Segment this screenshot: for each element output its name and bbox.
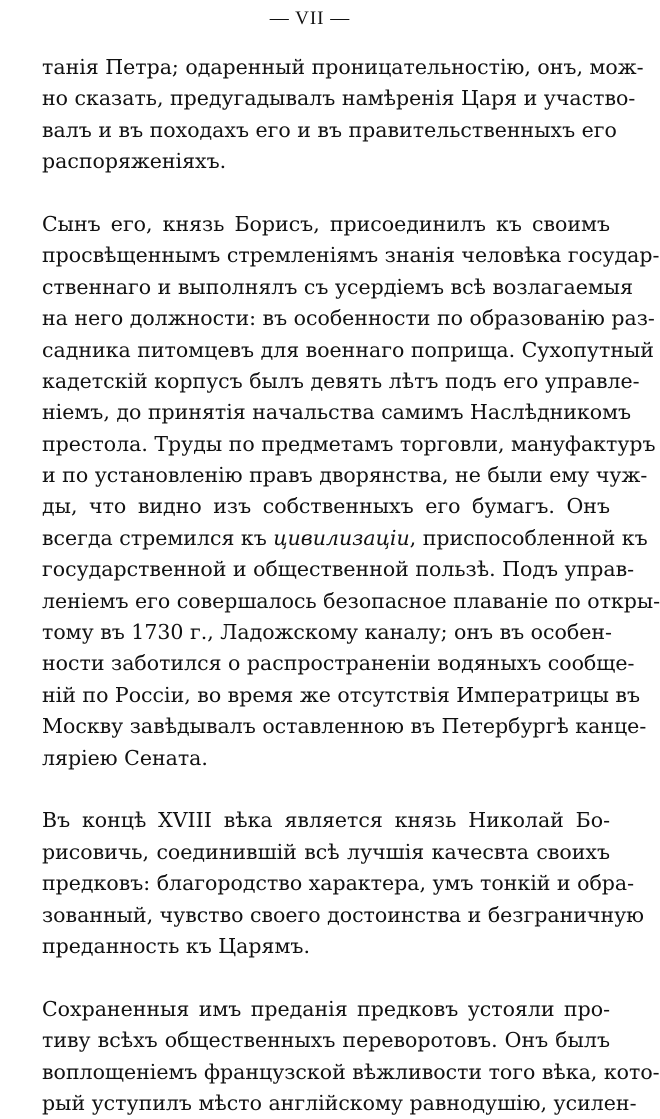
text-line: Въ концѣ XVIII вѣка является князь Николай Бо- <box>42 808 610 833</box>
text-line: леніемъ его совершалось безопасное плаваніе по откры- <box>42 588 660 613</box>
text-line: государственной и общественной пользѣ. Подъ управ- <box>42 557 635 582</box>
emphasized-word: цивилизаціи <box>273 525 410 550</box>
text-line: танія Петра; одаренный проницательностію, онъ, мож- <box>42 55 644 79</box>
text-line: кадетскій корпусъ былъ девять лѣтъ подъ его управле- <box>42 368 640 393</box>
text-line: распоряженіяхъ. <box>42 149 227 174</box>
text-line: ности заботился о распространеніи водяныхъ сообще- <box>42 651 635 676</box>
text-line: и по установленію правъ дворянства, не были ему чуж- <box>42 463 648 488</box>
text-line: ній по Россіи, во время же отсутствія Императрицы въ <box>42 682 640 707</box>
text-line: рисовичь, соединившій всѣ лучшія качесвта своихъ <box>42 839 610 864</box>
text-line: ляріею Сената. <box>42 745 208 770</box>
text-line <box>42 523 648 554</box>
text-line: на него должности: въ особенности по образованію раз- <box>42 306 655 331</box>
text-fragment: всегда стремился къ <box>42 525 267 550</box>
paragraph <box>42 52 644 178</box>
paragraph-gap <box>42 774 610 805</box>
paragraph <box>42 805 645 962</box>
text-line: рый уступилъ мѣсто англійскому равнодушію, усилен- <box>42 1090 637 1115</box>
text-line: престола. Труды по предметамъ торговли, мануфактуръ <box>42 431 656 456</box>
text-line: ственнаго и выполнялъ съ усердіемъ всѣ возлагаемыя <box>42 274 634 299</box>
text-line: предковъ: благородство характера, умъ тонкій и обра- <box>42 871 635 896</box>
text-fragment: , приспособленной къ <box>409 525 648 550</box>
page-text <box>42 52 660 1119</box>
text-line: ды, что видно изъ собственныхъ его бумагъ. Онъ <box>42 494 610 519</box>
text-line: просвѣщеннымъ стремленіямъ знанія человѣка государ- <box>42 243 660 268</box>
paragraph <box>42 994 660 1119</box>
text-line: валъ и въ походахъ его и въ правительственныхъ его <box>42 117 617 142</box>
text-line: но сказать, предугадывалъ намѣренія Царя и участво- <box>42 86 636 111</box>
paragraph-gap <box>42 178 610 209</box>
text-line: преданность къ Царямъ. <box>42 933 310 958</box>
text-line: ніемъ, до принятія начальства самимъ Наслѣдникомъ <box>42 400 632 425</box>
page-number: — VII — <box>269 8 351 29</box>
text-line: воплощеніемъ французской вѣжливости того вѣка, кото- <box>42 1059 660 1084</box>
paragraph-gap <box>42 962 610 993</box>
text-line: тому въ 1730 г., Ладожскому каналу; онъ въ особен- <box>42 620 612 645</box>
text-line: Москву завѣдывалъ оставленною въ Петербургѣ канце- <box>42 714 647 739</box>
text-line: садника питомцевъ для военнаго поприща. Сухопутный <box>42 337 654 362</box>
text-line: зованный, чувство своего достоинства и безграничную <box>42 902 645 927</box>
text-line: Сохраненныя имъ преданія предковъ устояли про- <box>42 996 610 1021</box>
text-line: Сынъ его, князь Борисъ, присоединилъ къ своимъ <box>42 211 610 236</box>
paragraph <box>42 209 660 774</box>
text-line: тиву всѣхъ общественныхъ переворотовъ. Онъ былъ <box>42 1028 610 1053</box>
